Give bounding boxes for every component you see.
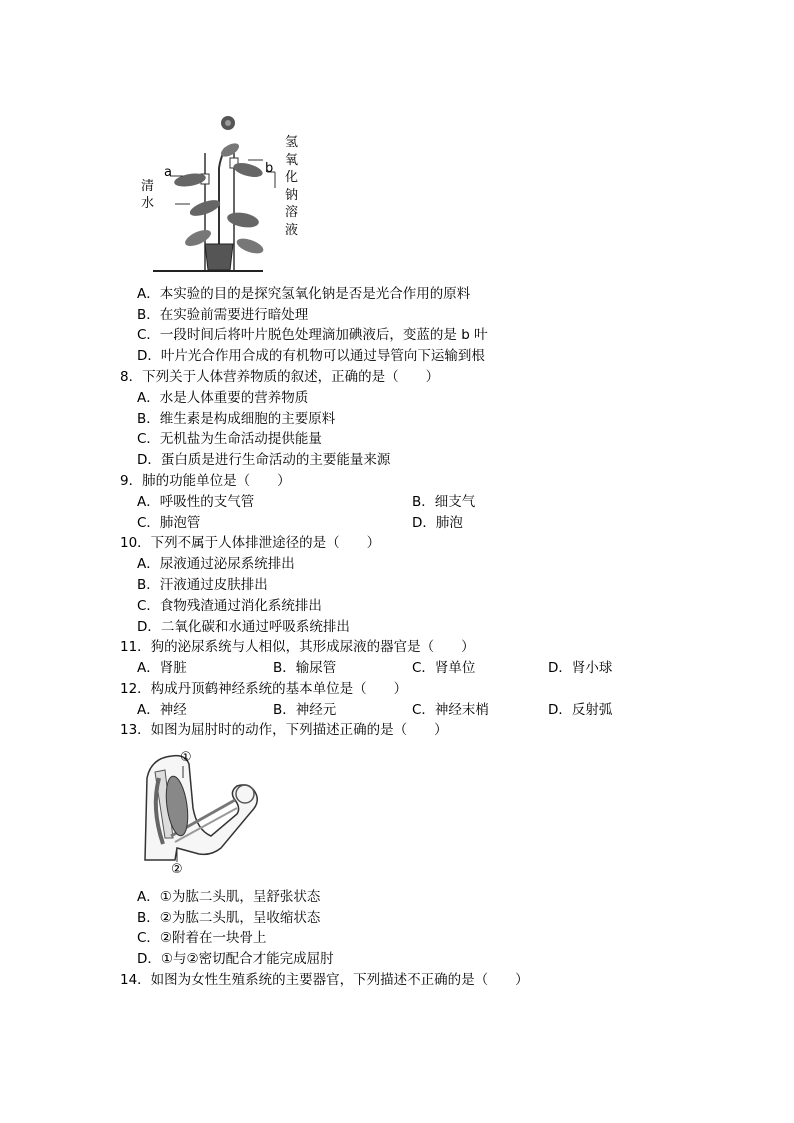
q10-option-c: C．食物残渣通过消化系统排出 — [137, 598, 322, 614]
q13-option-c: C．②附着在一块骨上 — [137, 930, 267, 946]
q7-option-d: D．叶片光合作用合成的有机物可以通过导管向下运输到根 — [137, 348, 485, 364]
q11-option-b: B．输尿管 — [273, 660, 337, 676]
arm-flexion-figure — [137, 748, 267, 880]
q8-option-d: D．蛋白质是进行生命活动的主要能量来源 — [137, 452, 391, 468]
q13-option-b: B．②为肱二头肌，呈收缩状态 — [137, 910, 321, 926]
q12-option-d: D．反射弧 — [548, 702, 613, 718]
label-2: ② — [171, 862, 183, 877]
label-a: a — [164, 165, 172, 180]
q8-option-c: C．无机盐为生命活动提供能量 — [137, 431, 322, 447]
q9-option-c: C．肺泡管 — [137, 515, 201, 531]
q10-option-d: D．二氧化碳和水通过呼吸系统排出 — [137, 619, 350, 635]
q12-option-a: A．神经 — [137, 702, 187, 718]
q9-stem: 9．肺的功能单位是（ ） — [120, 473, 291, 489]
q7-option-a: A．本实验的目的是探究氢氧化钠是否是光合作用的原料 — [137, 286, 471, 302]
plant-experiment-drawing — [135, 108, 310, 278]
arm-flexion-drawing — [137, 748, 267, 880]
q11-stem: 11．狗的泌尿系统与人相似，其形成尿液的器官是（ ） — [120, 639, 475, 655]
q11-option-d: D．肾小球 — [548, 660, 613, 676]
q9-option-a: A．呼吸性的支气管 — [137, 494, 255, 510]
q8-stem: 8．下列关于人体营养物质的叙述，正确的是（ ） — [120, 369, 440, 385]
q7-option-b: B．在实验前需要进行暗处理 — [137, 307, 309, 323]
q10-stem: 10．下列不属于人体排泄途径的是（ ） — [120, 535, 381, 551]
plant-experiment-figure — [135, 108, 310, 278]
q12-option-c: C．神经末梢 — [412, 702, 489, 718]
q7-option-c: C．一段时间后将叶片脱色处理滴加碘液后，变蓝的是 b 叶 — [137, 327, 488, 343]
q12-stem: 12．构成丹顶鹤神经系统的基本单位是（ ） — [120, 681, 408, 697]
q9-option-b: B．细支气 — [412, 494, 476, 510]
q8-option-a: A．水是人体重要的营养物质 — [137, 390, 309, 406]
q13-stem: 13．如图为屈肘时的动作，下列描述正确的是（ ） — [120, 722, 448, 738]
q14-stem: 14．如图为女性生殖系统的主要器官，下列描述不正确的是（ ） — [120, 972, 529, 988]
q9-option-d: D．肺泡 — [412, 515, 463, 531]
q10-option-b: B．汗液通过皮肤排出 — [137, 577, 268, 593]
q13-option-a: A．①为肱二头肌，呈舒张状态 — [137, 889, 321, 905]
q10-option-a: A．尿液通过泌尿系统排出 — [137, 556, 295, 572]
label-b: b — [265, 161, 274, 176]
left-label-clear-water: 清 水 — [141, 179, 155, 211]
q12-option-b: B．神经元 — [273, 702, 337, 718]
q11-option-a: A．肾脏 — [137, 660, 187, 676]
q11-option-c: C．肾单位 — [412, 660, 476, 676]
label-1: ① — [180, 750, 192, 765]
right-label-naoh-solution: 氢 氧 化 钠 溶 液 — [285, 135, 299, 238]
q13-option-d: D．①与②密切配合才能完成屈肘 — [137, 951, 334, 967]
q8-option-b: B．维生素是构成细胞的主要原料 — [137, 411, 336, 427]
